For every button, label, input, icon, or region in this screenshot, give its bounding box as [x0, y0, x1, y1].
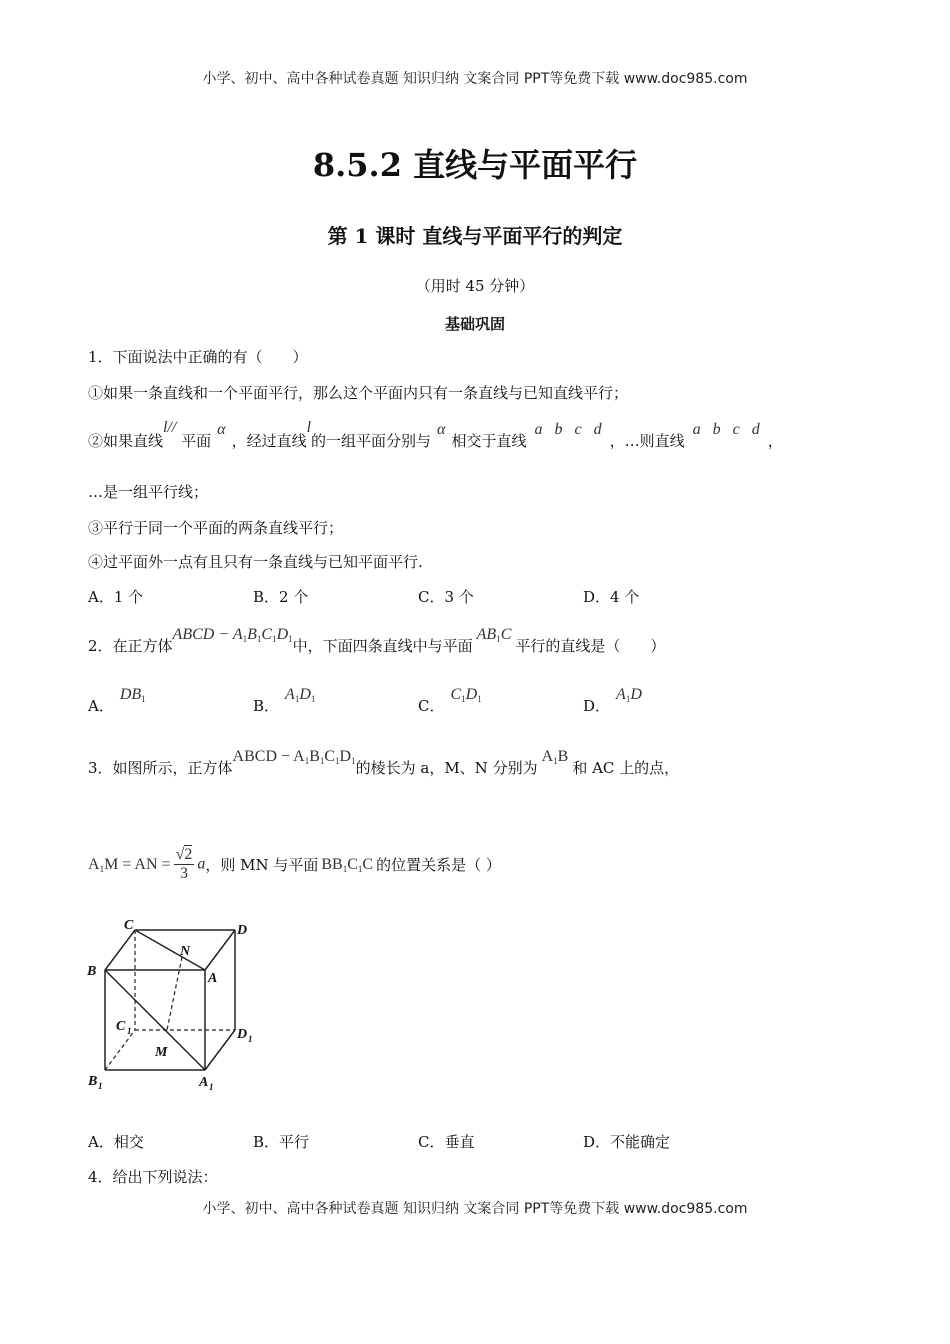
math-alpha: α: [217, 421, 226, 438]
label-a: A: [208, 971, 218, 986]
label-d1-sub: 1: [248, 1034, 253, 1044]
section-heading: 基础巩固: [444, 315, 505, 333]
cube-figure: [80, 912, 270, 1097]
label-n: N: [180, 944, 191, 959]
q3-stem: 3．如图所示，正方体ABCD − $A_1B_1C_1D_1$的棱长为 a，M、N 分别为$A_1B$和 AC 上的点，: [88, 748, 680, 777]
math-a1d: $A_1D$: [616, 686, 642, 704]
q1-stem: 1．下面说法中正确的有（ ）: [88, 348, 308, 366]
math-plane-bb1c1c: $BB_1C_1C$: [321, 855, 374, 874]
label-d: D: [237, 923, 248, 938]
math-plane-ab1c: $AB_1C$: [476, 626, 512, 644]
q1-option-c: C．3 个: [418, 588, 474, 606]
hidden-edge-b1-c1: [105, 1030, 135, 1070]
q2-option-b: B．$A_1D_1$: [253, 686, 316, 715]
math-a1d1: $A_1D_1$: [285, 686, 316, 704]
math-l-parallel: l//: [163, 419, 177, 436]
q2-stem: 2．在正方体ABCD − $A_1B_1C_1D_1$中，下面四条直线中与平面$AB_1C$平行的直线是（ ）: [88, 626, 666, 655]
page-header: 小学、初中、高中各种试卷真题 知识归纳 文案合同 PPT等免费下载 www.doc985.com: [202, 71, 748, 87]
math-cube-abcd-a1b1c1d1-2: ABCD − $A_1B_1C_1D_1$: [232, 748, 356, 766]
math-fraction-sqrt2-over-3: $\frac{√2}{3}$: [175, 846, 193, 882]
q3-option-d: D．不能确定: [583, 1133, 671, 1151]
label-c1-sub: 1: [127, 1026, 132, 1036]
q2-option-a: A．$DB_1$: [88, 686, 146, 715]
q2-option-c: C．$C_1D_1$: [418, 686, 482, 715]
label-b: B: [87, 964, 97, 979]
math-abcd-2: a b c d: [692, 421, 760, 438]
label-b1-sub: 1: [98, 1081, 103, 1091]
math-a1m-eq-an: $A_1M$ = AN =: [88, 855, 171, 874]
lesson-subtitle: 第 1 课时 直线与平面平行的判定: [327, 224, 623, 248]
q1-statement-2-cont: …是一组平行线；: [88, 483, 209, 501]
q2-option-d: D．$A_1D$: [583, 686, 642, 715]
label-m: M: [155, 1045, 168, 1060]
q1-option-b: B．2 个: [253, 588, 309, 606]
q3-option-b: B．平行: [253, 1133, 310, 1151]
q1-statement-4: ④过平面外一点有且只有一条直线与已知平面平行.: [88, 553, 423, 571]
page-footer: 小学、初中、高中各种试卷真题 知识归纳 文案合同 PPT等免费下载 www.doc985.com: [202, 1201, 748, 1217]
label-d1: D: [237, 1027, 248, 1042]
label-a1-sub: 1: [209, 1082, 214, 1092]
math-l: l: [306, 419, 312, 436]
q1-statement-1: ①如果一条直线和一个平面平行，那么这个平面内只有一条直线与已知直线平行；: [88, 384, 629, 402]
q4-stem: 4．给出下列说法：: [88, 1168, 218, 1186]
math-abcd-1: a b c d: [534, 421, 602, 438]
math-a: a: [197, 855, 206, 873]
hidden-segment-n: [167, 957, 182, 1030]
edge-b-c: [105, 930, 135, 970]
diagonal-c-a: [135, 930, 205, 970]
q3-condition: $A_1M$ = AN = $\frac{√2}{3}$ a，则 MN 与平面 $BB_1C_1C$ 的位置关系是（ ）: [88, 846, 501, 882]
label-b1: B: [88, 1074, 98, 1089]
edge-a1-d1: [205, 1030, 235, 1070]
q3-option-a: A．相交: [88, 1133, 144, 1151]
math-c1d1: $C_1D_1$: [450, 686, 482, 704]
q1-statement-2: ②如果直线l// 平面α，经过直线l的一组平面分别与α相交于直线a b c d，…则直线a b c d，: [88, 419, 783, 450]
q3-option-c: C．垂直: [418, 1133, 475, 1151]
label-c: C: [124, 918, 134, 933]
math-db1: $DB_1$: [119, 686, 146, 704]
time-note: （用时 45 分钟）: [415, 277, 535, 295]
q1-option-a: A．1 个: [88, 588, 144, 606]
q1-statement-3: ③平行于同一个平面的两条直线平行；: [88, 519, 344, 537]
math-alpha-2: α: [437, 421, 446, 438]
math-a1b: $A_1B$: [541, 748, 569, 766]
edge-a-d: [205, 930, 235, 970]
page-title: 8.5.2 直线与平面平行: [312, 146, 638, 184]
math-cube-abcd-a1b1c1d1: ABCD − $A_1B_1C_1D_1$: [172, 626, 293, 644]
label-a1: A: [199, 1075, 209, 1090]
q1-option-d: D．4 个: [583, 588, 640, 606]
label-c1: C: [116, 1019, 126, 1034]
